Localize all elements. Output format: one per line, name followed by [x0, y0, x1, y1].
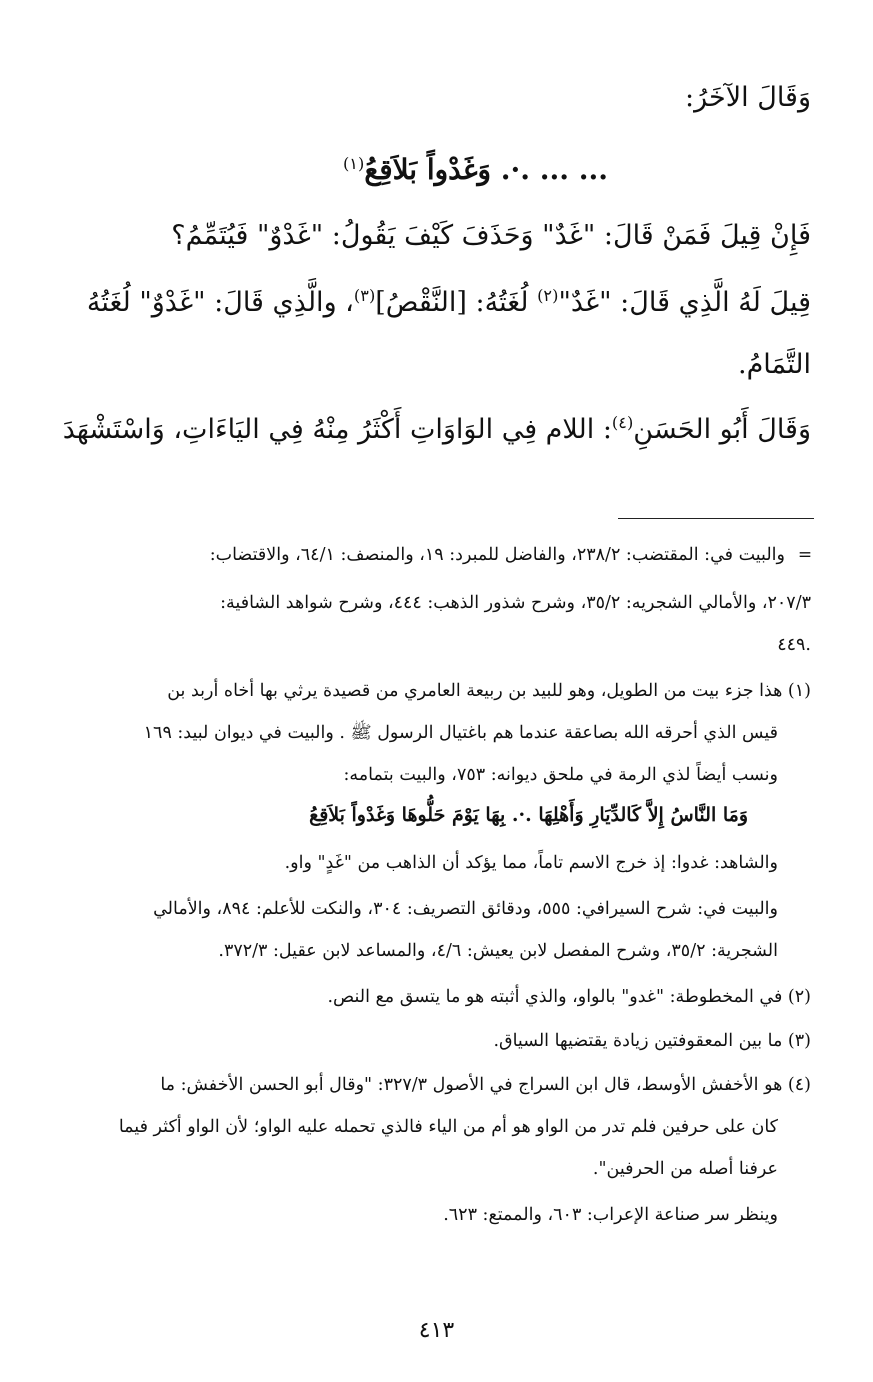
- footnote-3: (٣) ما بين المعقوفتين زيادة يقتضيها السياق.: [493, 1031, 811, 1051]
- footnote-continued-line-2: ٢٠٧/٣، والأمالي الشجريه: ٣٥/٢، وشرح شذور الذهب: ٤٤٤، وشرح شواهد الشافية:: [220, 593, 811, 613]
- footnote-4-line-2: كان على حرفين فلم تدر من الواو هو أم من الياء فالذي تحمله عليه الواو؛ لأن الواو أكثر فيما: [118, 1117, 778, 1137]
- page-number: ٤١٣: [418, 1318, 455, 1343]
- body-line-3: فَإِنْ قِيلَ فَمَنْ قَالَ: "غَدٌ" وَحَذَفَ كَيْفَ يَقُولُ: "غَدْوٌ" فَيُتَمِّمُ؟: [171, 220, 811, 251]
- footnote-4-line-1: (٤) هو الأخفش الأوسط، قال ابن السراج في الأصول ٣٢٧/٣: "وقال أبو الحسن الأخفش: ما: [160, 1075, 811, 1095]
- body-line-1: وَقَالَ الآخَرُ:: [685, 82, 811, 113]
- footnote-continued-line-3: ٤٤٩.: [777, 635, 811, 655]
- body-line-6: [58, 410, 811, 450]
- footnote-ref-4: (٤): [611, 413, 634, 432]
- footnote-1-verse: [200, 800, 748, 831]
- footnote-separator: [618, 518, 814, 519]
- footnote-ref-1: (١): [342, 154, 365, 173]
- footnote-1-line-1: (١) هذا جزء بيت من الطويل، وهو للبيد بن ربيعة العامري من قصيدة يرثي بها أخاه أربد بن: [167, 681, 811, 701]
- verse-text: ... ... .·. وَغَدْواً بَلاَقِعُ: [364, 153, 608, 186]
- footnote-1-line-5: والشاهد: غدوا: إذ خرج الاسم تاماً، مما يؤكد أن الذاهب من "غَدٍ" واو.: [284, 853, 778, 873]
- footnote-1-line-3: ونسب أيضاً لذي الرمة في ملحق ديوانه: ٧٥٣، والبيت بتمامه:: [343, 765, 778, 785]
- footnote-ref-2: (٢): [537, 286, 559, 305]
- footnote-1-line-7: الشجرية: ٣٥/٢، وشرح المفصل لابن يعيش: ٤/٦، والمساعد لابن عقيل: ٣٧٢/٣.: [218, 941, 778, 961]
- body-line-4-part-c: ، والَّذِي قَالَ: "غَدْوٌ" لُغَتُهُ: [86, 287, 354, 318]
- footnote-4-line-3: عرفنا أصله من الحرفين".: [592, 1159, 778, 1179]
- body-line-4-part-b: لُغَتُهُ: [النَّقْصُ]: [375, 287, 538, 318]
- body-line-4-part-a: قِيلَ لَهُ الَّذِي قَالَ: "غَدٌ": [558, 287, 811, 318]
- footnote-4-line-4: وينظر سر صناعة الإعراب: ٦٠٣، والممتع: ٦٢٣.: [443, 1205, 778, 1225]
- body-line-6-part-a: وَقَالَ أَبُو الحَسَنِ: [633, 414, 811, 445]
- body-line-4: [58, 283, 811, 323]
- body-line-6-part-b: : اللام فِي الوَاوَاتِ أَكْثَرُ مِنْهُ فِي اليَاءَاتِ، وَاسْتَشْهَدَ: [62, 414, 612, 445]
- footnote-2: (٢) في المخطوطة: "غدو" بالواو، والذي أثبته هو ما يتسق مع النص.: [327, 987, 811, 1007]
- footnote-1-verse-text: وَمَا النَّاسُ إِلاَّ كَالدِّيَارِ وَأَهْلِهَا .·. بِهَا يَوْمَ حَلُّوهَا وَغَدْواً بَلاَقِعُ: [309, 804, 748, 826]
- body-line-5: التَّمَامُ.: [737, 349, 811, 380]
- footnote-continued-line-1: والبيت في: المقتضب: ٢٣٨/٢، والفاضل للمبرد: ١٩، والمنصف: ٦٤/١، والاقتضاب:: [209, 545, 785, 565]
- verse-fragment: [40, 150, 608, 191]
- footnote-ref-3: (٣): [353, 286, 376, 305]
- footnote-1-line-2: قيس الذي أحرقه الله بصاعقة عندما هم باغتيال الرسول ﷺ . والبيت في ديوان لبيد: ١٦٩: [143, 723, 778, 743]
- footnote-1-line-6: والبيت في: شرح السيرافي: ٥٥٥، ودقائق التصريف: ٣٠٤، والنكت للأعلم: ٨٩٤، والأمالي: [153, 899, 778, 919]
- continuation-mark: =: [797, 545, 813, 565]
